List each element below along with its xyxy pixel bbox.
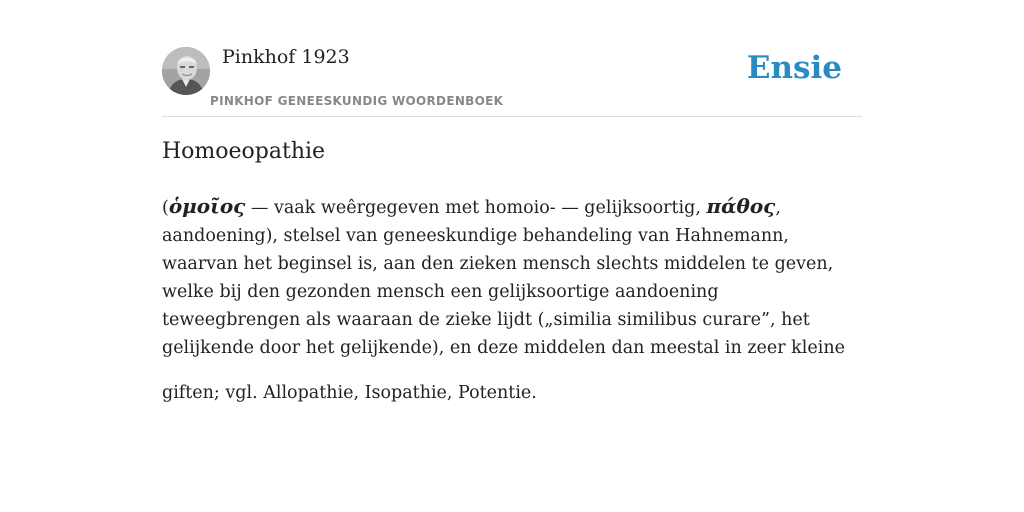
open-paren: ( [162,198,169,218]
ensie-logo-link[interactable]: Ensie [746,50,842,86]
source-subtitle[interactable]: PINKHOF GENEESKUNDIG WOORDENBOEK [210,94,504,108]
source-name[interactable]: Pinkhof 1923 [222,46,350,68]
entry-title: Homoeopathie [162,139,326,164]
entry-definition [162,192,862,362]
definition-text-2: , aandoening), stelsel van geneeskundige behandeling van Hahnemann, waarvan het beginsel is, aan den zieken mensch slechts middelen te geven, welke bij den gezonden mensch een gelijksoortige aandoening teweegbrengen als waaraan de zieke lijdt („similia similibus curare”, het gelijkende door het gelijkende), en deze middelen dan meestal in zeer kleine [162,198,845,358]
entry-definition-continued: giften; vgl. Allopathie, Isopathie, Potentie. [162,383,537,403]
greek-term-pathos: πάθος [706,194,776,218]
author-avatar[interactable] [162,47,210,95]
header [162,40,862,117]
portrait-image [162,47,210,95]
greek-term-homoios: ὁμοῖος [168,194,246,218]
definition-text-1: — vaak weêrgegeven met homoio- — gelijksoortig, [245,198,707,218]
